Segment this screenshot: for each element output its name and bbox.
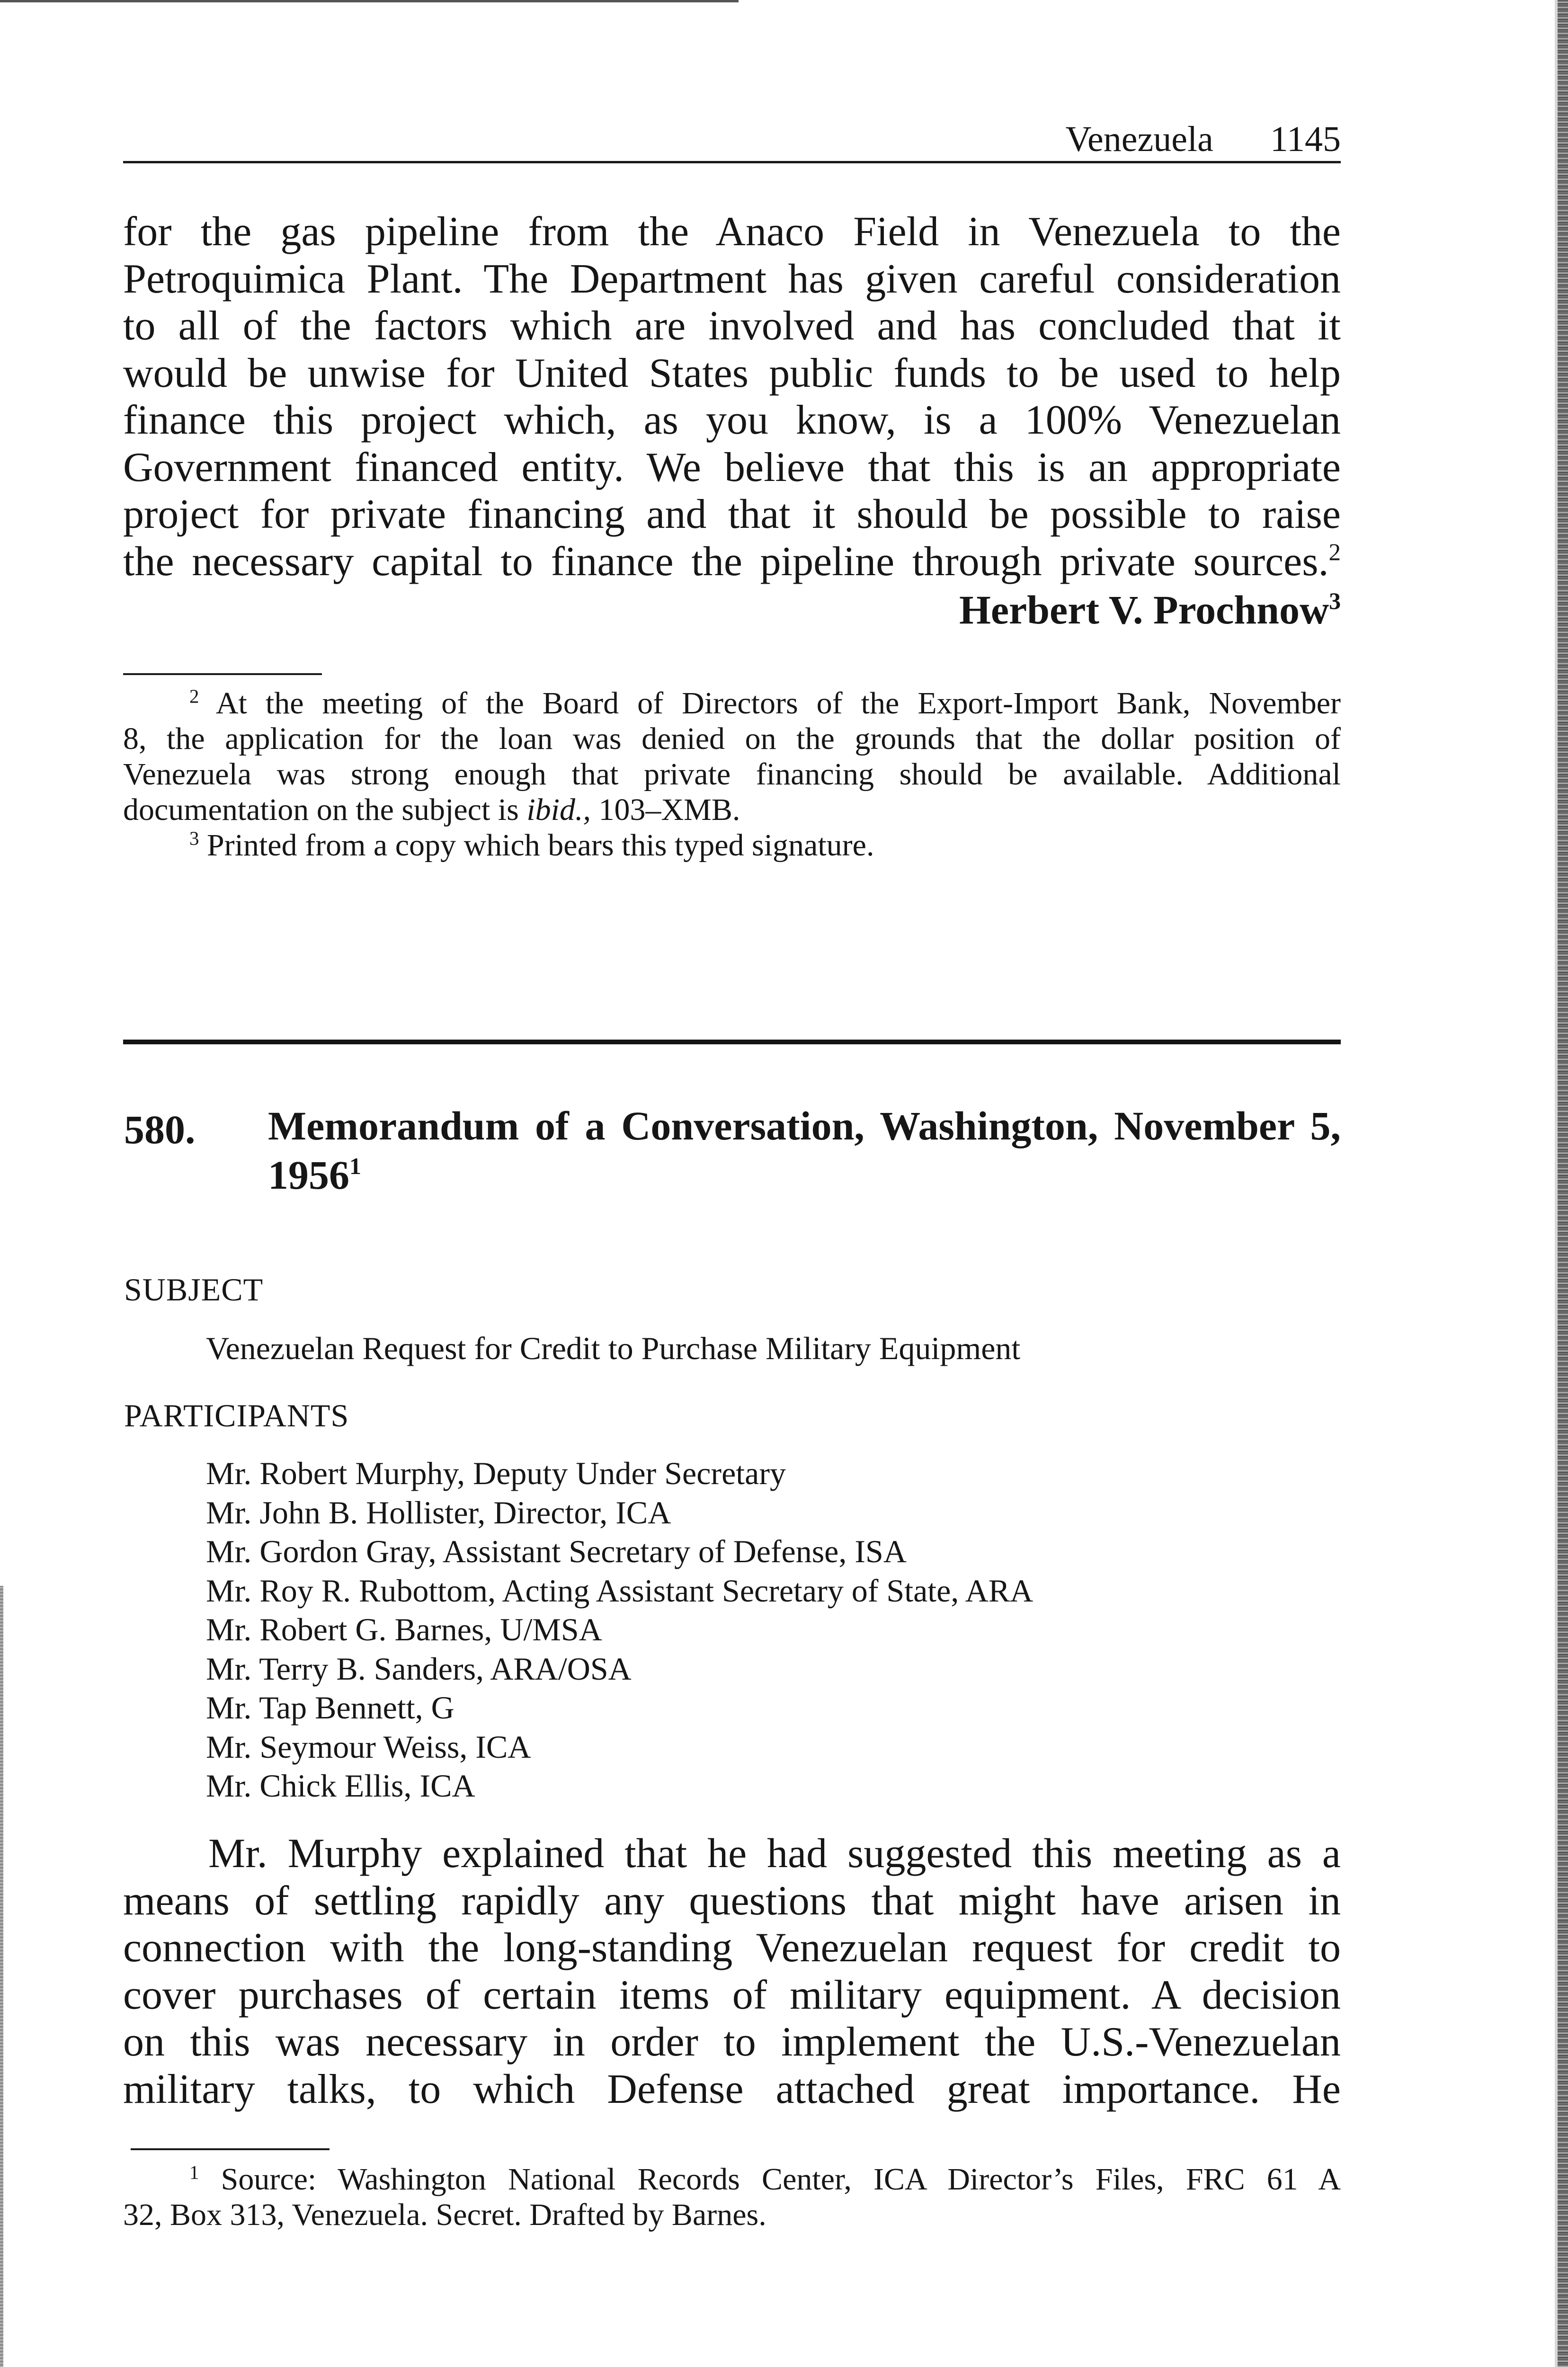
footnote-italic: ibid., bbox=[526, 792, 591, 827]
footnote-text: Printed from a copy which bears this typed signature. bbox=[206, 828, 874, 863]
paragraph-line-text: the necessary capital to finance the pipeline through private sources. bbox=[123, 538, 1329, 585]
paragraph-line: would be unwise for United States public funds to be used to help bbox=[123, 350, 1341, 396]
footnote-text: At the meeting of the Board of Directors of the Export-Import Bank, November bbox=[215, 686, 1341, 721]
scan-border-left bbox=[0, 1586, 3, 2367]
paragraph-line: to all of the factors which are involved and has concluded that it bbox=[123, 303, 1341, 349]
subject-label: SUBJECT bbox=[124, 1272, 264, 1308]
participant-item: Mr. Robert Murphy, Deputy Under Secretary bbox=[206, 1455, 786, 1491]
paragraph-line: connection with the long-standing Venezuelan request for credit to bbox=[123, 1925, 1341, 1971]
footnote-text: 103–XMB. bbox=[591, 792, 740, 827]
footnote-ref: 3 bbox=[1329, 588, 1341, 614]
participant-item: Mr. Gordon Gray, Assistant Secretary of Defense, ISA bbox=[206, 1533, 907, 1569]
paragraph-line: for the gas pipeline from the Anaco Field in Venezuela to the bbox=[123, 209, 1341, 255]
paragraph-line bbox=[123, 538, 1341, 586]
memorandum-body bbox=[123, 1830, 1341, 2113]
document-number: 580. bbox=[124, 1107, 196, 1152]
footnote-text: Source: Washington National Records Center, ICA Director’s Files, FRC 61 A bbox=[221, 2162, 1341, 2197]
page-number: 1145 bbox=[1270, 119, 1341, 159]
footnote-ref: 2 bbox=[1328, 539, 1341, 566]
paragraph-line: Petroquimica Plant. The Department has given careful consideration bbox=[123, 256, 1341, 302]
footnote-marker: 3 bbox=[189, 828, 199, 849]
participant-item: Mr. John B. Hollister, Director, ICA bbox=[206, 1494, 671, 1531]
continuation-paragraph bbox=[123, 208, 1341, 585]
footnote-text: documentation on the subject is bbox=[123, 792, 527, 827]
scan-border-top bbox=[0, 0, 739, 2]
footnote-rule bbox=[123, 673, 322, 675]
signature bbox=[123, 586, 1341, 633]
footnote-line bbox=[123, 685, 1341, 721]
scan-border-right bbox=[1558, 0, 1568, 2367]
footnote-ref: 1 bbox=[349, 1153, 361, 1180]
running-head bbox=[123, 117, 1341, 163]
footnote-line bbox=[123, 2162, 1341, 2197]
footnote-marker: 1 bbox=[189, 2162, 199, 2183]
document-title bbox=[268, 1101, 1341, 1200]
document-title-text: Memorandum of a Conversation, Washington, November 5, 1956 bbox=[268, 1103, 1341, 1198]
signature-name: Herbert V. Prochnow bbox=[959, 587, 1329, 632]
paragraph-line: Mr. Murphy explained that he had suggested this meeting as a bbox=[208, 1831, 1341, 1877]
footnote-marker: 2 bbox=[189, 685, 199, 707]
footnote-line bbox=[123, 828, 1341, 863]
participants-label: PARTICIPANTS bbox=[124, 1397, 349, 1433]
participant-item: Mr. Roy R. Rubottom, Acting Assistant Secretary of State, ARA bbox=[206, 1572, 1033, 1609]
paragraph-line: finance this project which, as you know, is a 100% Venezuelan bbox=[123, 397, 1341, 443]
paragraph-line: project for private financing and that it should be possible to raise bbox=[123, 491, 1341, 537]
participant-item: Mr. Tap Bennett, G bbox=[206, 1690, 454, 1726]
participant-item: Mr. Chick Ellis, ICA bbox=[206, 1768, 475, 1804]
participant-item: Mr. Terry B. Sanders, ARA/OSA bbox=[206, 1650, 632, 1687]
paragraph-line: cover purchases of certain items of military equipment. A decision bbox=[123, 1972, 1341, 2018]
participants-list bbox=[206, 1454, 1033, 1806]
subject-text: Venezuelan Request for Credit to Purchase Military Equipment bbox=[206, 1330, 1021, 1366]
paragraph-line: Government financed entity. We believe that this is an appropriate bbox=[123, 444, 1341, 490]
section-divider bbox=[123, 1040, 1341, 1044]
paragraph-line: military talks, to which Defense attached great importance. He bbox=[123, 2066, 1341, 2112]
paragraph-line: on this was necessary in order to implement the U.S.-Venezuelan bbox=[123, 2019, 1341, 2065]
paragraph-line: means of settling rapidly any questions that might have arisen in bbox=[123, 1878, 1341, 1924]
footnote-line: 32, Box 313, Venezuela. Secret. Drafted by Barnes. bbox=[123, 2198, 766, 2232]
running-head-title: Venezuela bbox=[1065, 119, 1213, 159]
footnote-line: 8, the application for the loan was denied on the grounds that the dollar position of bbox=[123, 721, 1341, 756]
footnote-source bbox=[123, 2162, 1341, 2233]
participant-item: Mr. Robert G. Barnes, U/MSA bbox=[206, 1611, 602, 1647]
participant-item: Mr. Seymour Weiss, ICA bbox=[206, 1728, 531, 1765]
footnote-rule bbox=[131, 2148, 330, 2150]
footnotes-top bbox=[123, 685, 1341, 863]
footnote-line: Venezuela was strong enough that private financing should be available. Additional bbox=[123, 757, 1341, 792]
footnote-line bbox=[123, 792, 1341, 828]
